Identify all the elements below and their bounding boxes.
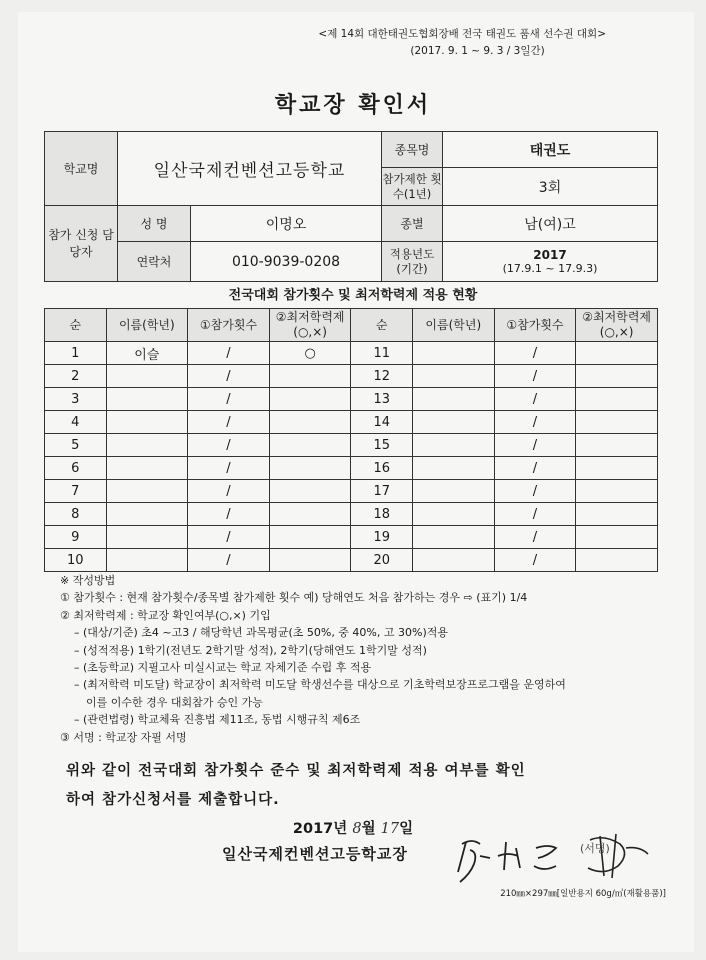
row-n: 13 xyxy=(351,388,413,411)
event-period: (2017. 9. 1 ~ 9. 3 / 3일간) xyxy=(410,45,545,57)
sport-label: 종목명 xyxy=(382,132,443,168)
row-min xyxy=(576,388,658,411)
note-line: ※ 작성방법 xyxy=(60,574,116,587)
row-min xyxy=(269,388,351,411)
row-min xyxy=(576,526,658,549)
row-name xyxy=(106,411,188,434)
list-title: 전국대회 참가횟수 및 최저학력제 적용 현황 xyxy=(228,288,478,303)
table-row xyxy=(45,434,658,457)
school-info-table xyxy=(44,131,658,282)
row-min xyxy=(269,365,351,388)
col-min: ②최저학력제 (○,×) xyxy=(576,309,658,342)
row-min xyxy=(269,411,351,434)
table-row xyxy=(45,549,658,572)
row-name xyxy=(106,526,188,549)
row-min xyxy=(576,365,658,388)
participation-table xyxy=(44,308,658,572)
row-min xyxy=(576,411,658,434)
note-line: ① 참가횟수 : 현재 참가횟수/종목별 참가제한 횟수 예) 당해연도 처음 참가하는 경우 ⇨ (표기) 1/4 xyxy=(60,591,528,605)
principal-title: 일산국제컨벤션고등학교장 xyxy=(222,845,408,863)
col-count: ①참가횟수 xyxy=(188,309,270,342)
date-year: 2017년 xyxy=(292,821,348,837)
row-count: / xyxy=(494,480,576,503)
row-n: 5 xyxy=(45,434,107,457)
row-n: 19 xyxy=(351,526,413,549)
date-day-hand: 17 xyxy=(380,821,400,837)
note-line: – (최저학력 미도달) 학교장이 최저학력 미도달 학생선수를 대상으로 기초학력보장프로그램을 운영하여 xyxy=(74,678,566,692)
table-row xyxy=(45,365,658,388)
note-line: – (성적적용) 1학기(전년도 2학기말 성적), 2학기(당해연도 1학기말 성적) xyxy=(74,643,427,657)
row-count: / xyxy=(188,365,270,388)
row-n: 8 xyxy=(45,503,107,526)
row-count: / xyxy=(188,388,270,411)
row-min xyxy=(269,480,351,503)
row-count: / xyxy=(188,434,270,457)
row-count: / xyxy=(188,457,270,480)
row-count: / xyxy=(494,342,576,365)
row-name xyxy=(412,434,494,457)
limit-value: 3회 xyxy=(443,168,658,206)
row-count: / xyxy=(188,526,270,549)
table-row xyxy=(45,457,658,480)
paper-spec: 210㎜×297㎜[일반용지 60g/㎡(재활용품)] xyxy=(500,889,666,899)
row-count: / xyxy=(494,388,576,411)
col-num: 순 xyxy=(45,309,107,342)
row-n: 11 xyxy=(351,342,413,365)
col-min: ②최저학력제 (○,×) xyxy=(269,309,351,342)
table-row xyxy=(45,526,658,549)
name-label: 성 명 xyxy=(118,206,191,242)
row-name xyxy=(412,365,494,388)
row-name xyxy=(412,411,494,434)
row-min xyxy=(576,434,658,457)
row-n: 18 xyxy=(351,503,413,526)
note-line: 이를 이수한 경우 대회참가 승인 가능 xyxy=(86,695,263,709)
row-count: / xyxy=(494,503,576,526)
row-name xyxy=(412,388,494,411)
row-min xyxy=(269,549,351,572)
row-name xyxy=(412,503,494,526)
row-n: 4 xyxy=(45,411,107,434)
instructions xyxy=(60,572,670,746)
table-row xyxy=(45,388,658,411)
table-row xyxy=(45,503,658,526)
col-name: 이름(학년) xyxy=(106,309,188,342)
seal-text: (서명) xyxy=(580,842,610,855)
sport-value: 태권도 xyxy=(443,132,658,168)
year-period: (17.9.1 ~ 17.9.3) xyxy=(502,262,598,275)
row-count: / xyxy=(188,549,270,572)
confirm-line-2: 하여 참가신청서를 제출합니다. xyxy=(66,792,280,808)
row-name xyxy=(106,365,188,388)
year-value: 2017 xyxy=(533,248,567,262)
limit-label: 참가제한 횟수(1년) xyxy=(382,168,443,206)
gender-label: 종별 xyxy=(382,206,443,242)
row-name xyxy=(412,549,494,572)
row-n: 3 xyxy=(45,388,107,411)
row-min xyxy=(576,342,658,365)
school-name: 일산국제컨벤션고등학교 xyxy=(118,132,382,206)
row-min: ○ xyxy=(269,342,351,365)
name-value: 이명오 xyxy=(191,206,382,242)
row-n: 17 xyxy=(351,480,413,503)
row-name xyxy=(106,549,188,572)
row-count: / xyxy=(188,480,270,503)
school-label: 학교명 xyxy=(45,132,118,206)
date-day: 일 xyxy=(399,821,414,837)
gender-value: 남(여)고 xyxy=(443,206,658,242)
contact-label: 참가 신청 담당자 xyxy=(45,206,118,282)
row-name xyxy=(412,526,494,549)
event-name: <제 14회 대한태권도협회장배 전국 태권도 품새 선수권 대회> xyxy=(318,28,606,40)
row-name xyxy=(412,457,494,480)
year-label: 적용년도 (기간) xyxy=(382,242,443,282)
row-count: / xyxy=(188,342,270,365)
row-count: / xyxy=(494,411,576,434)
row-n: 20 xyxy=(351,549,413,572)
col-count: ①참가횟수 xyxy=(494,309,576,342)
row-count: / xyxy=(188,411,270,434)
date-month: 월 xyxy=(361,821,376,837)
row-name xyxy=(106,388,188,411)
row-min xyxy=(269,526,351,549)
col-num: 순 xyxy=(351,309,413,342)
row-count: / xyxy=(494,526,576,549)
row-name xyxy=(412,480,494,503)
handwritten-signature xyxy=(440,826,680,886)
row-count: / xyxy=(494,365,576,388)
row-min xyxy=(576,503,658,526)
row-min xyxy=(576,480,658,503)
event-header xyxy=(318,26,606,60)
row-name xyxy=(106,480,188,503)
row-name xyxy=(106,434,188,457)
row-min xyxy=(576,549,658,572)
row-n: 10 xyxy=(45,549,107,572)
table-row xyxy=(45,480,658,503)
note-line: ③ 서명 : 학교장 자필 서명 xyxy=(60,730,187,744)
row-name xyxy=(106,457,188,480)
note-line: ② 최저학력제 : 학교장 확인여부(○,×) 기입 xyxy=(60,608,271,622)
row-n: 7 xyxy=(45,480,107,503)
row-min xyxy=(269,434,351,457)
year-cell xyxy=(443,242,658,282)
row-min xyxy=(576,457,658,480)
row-n: 2 xyxy=(45,365,107,388)
row-count: / xyxy=(188,503,270,526)
row-name: 이슬 xyxy=(106,342,188,365)
row-n: 16 xyxy=(351,457,413,480)
table-row xyxy=(45,342,658,365)
note-line: – (초등학교) 지필고사 미실시교는 학교 자체기준 수립 후 적용 xyxy=(74,661,372,675)
row-n: 12 xyxy=(351,365,413,388)
row-name xyxy=(106,503,188,526)
row-count: / xyxy=(494,434,576,457)
row-n: 15 xyxy=(351,434,413,457)
date-month-hand: 8 xyxy=(352,821,362,837)
col-name: 이름(학년) xyxy=(412,309,494,342)
row-name xyxy=(412,342,494,365)
row-min xyxy=(269,503,351,526)
note-line: – (관련법령) 학교체육 진흥법 제11조, 동법 시행규칙 제6조 xyxy=(74,713,361,727)
confirmation-statement xyxy=(66,757,666,815)
row-n: 1 xyxy=(45,342,107,365)
row-n: 6 xyxy=(45,457,107,480)
table-row xyxy=(45,411,658,434)
row-n: 14 xyxy=(351,411,413,434)
phone-value: 010-9039-0208 xyxy=(191,242,382,282)
row-count: / xyxy=(494,549,576,572)
document-title: 학교장 확인서 xyxy=(274,93,432,118)
note-line: – (대상/기준) 초4 ~고3 / 해당학년 과목평균(초 50%, 중 40%, 고 30%)적용 xyxy=(74,626,448,640)
row-min xyxy=(269,457,351,480)
phone-label: 연락처 xyxy=(118,242,191,282)
row-n: 9 xyxy=(45,526,107,549)
row-count: / xyxy=(494,457,576,480)
confirm-line-1: 위와 같이 전국대회 참가횟수 준수 및 최저학력제 적용 여부를 확인 xyxy=(66,763,526,779)
